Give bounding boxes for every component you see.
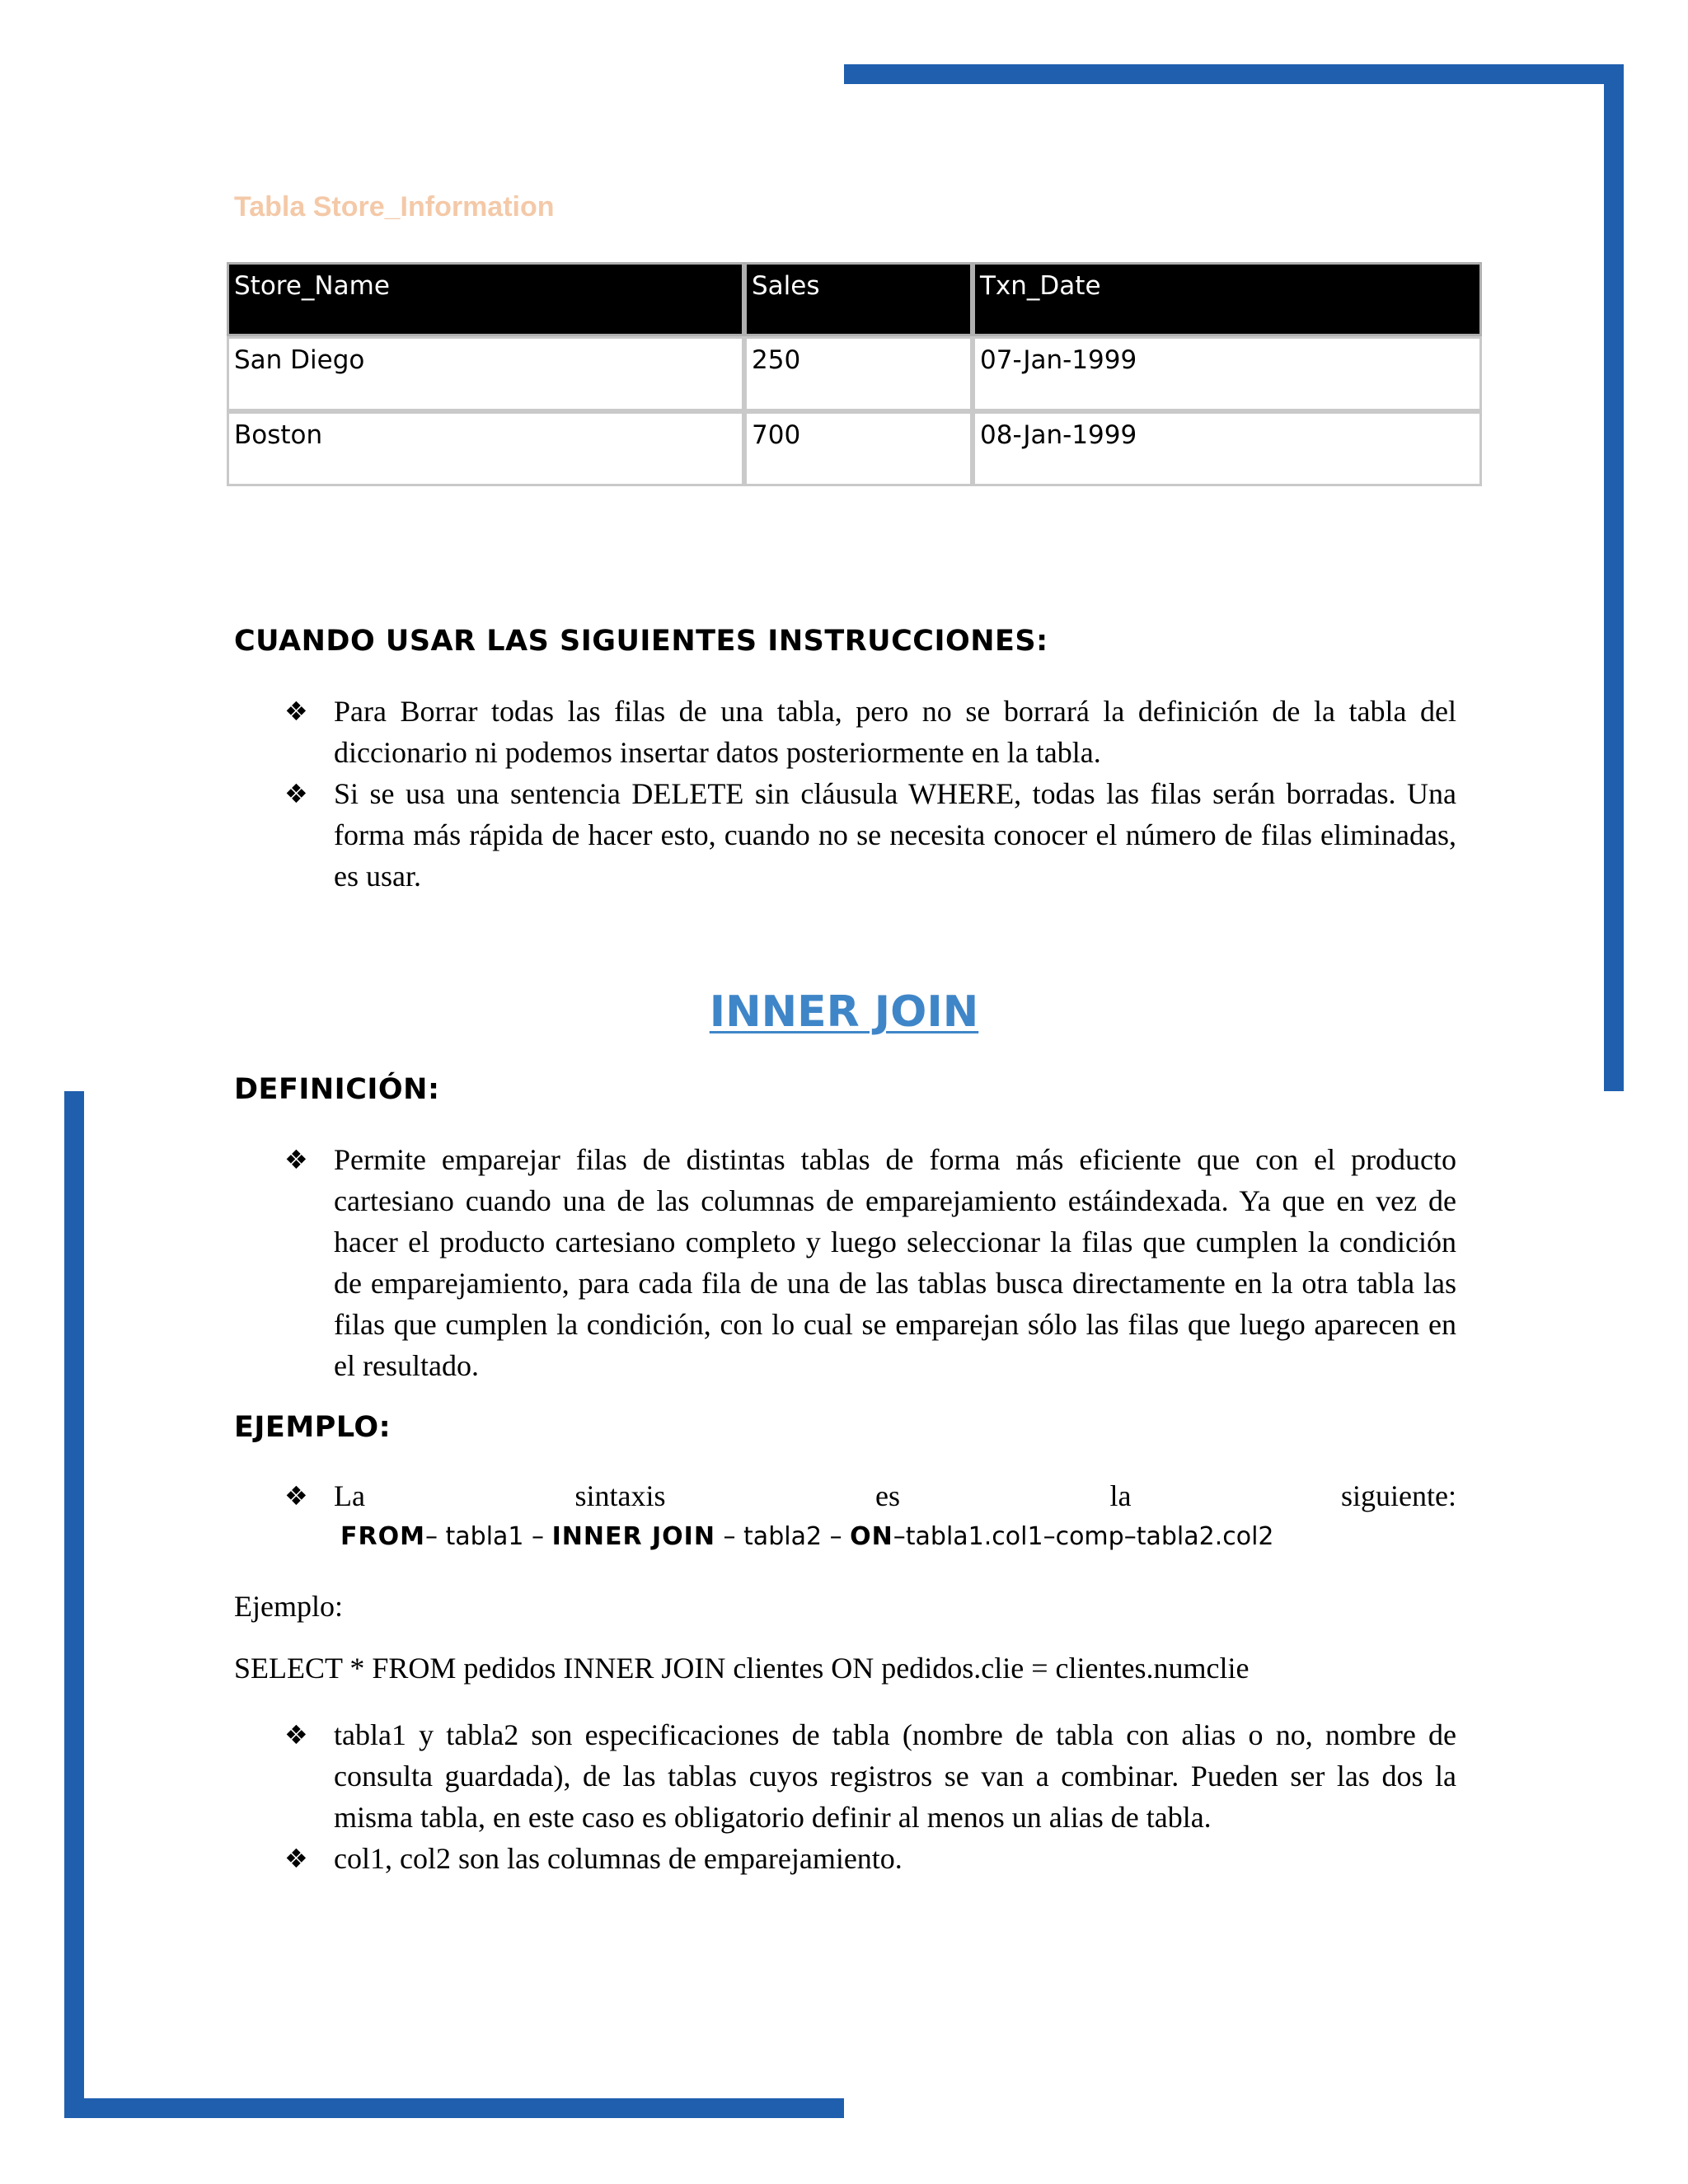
section-heading-instrucciones: CUANDO USAR LAS SIGUIENTES INSTRUCCIONES: <box>234 625 1048 658</box>
list-item-text: tabla1 y tabla2 son especificaciones de tabla (nombre de tabla con alias o no, nombre de consulta guardada), de las tablas cuyos registros se van a combinar. Pueden ser las dos la misma tabla, en este caso es obligatorio definir al menos un alias de tabla. <box>334 1718 1456 1834</box>
bullet-icon: ❖ <box>284 1480 308 1511</box>
table-caption: Tabla Store_Information <box>234 191 555 223</box>
section-heading-definicion: DEFINICIÓN: <box>234 1073 440 1106</box>
example-sql: SELECT * FROM pedidos INNER JOIN clientes ON pedidos.clie = clientes.numclie <box>234 1652 1250 1685</box>
column-header: Sales <box>744 262 973 336</box>
keyword-from: FROM <box>340 1522 425 1551</box>
separator: – <box>1123 1522 1137 1551</box>
page-title: INNER JOIN <box>709 987 979 1037</box>
list-item <box>284 1139 1456 1386</box>
table-cell: 250 <box>744 336 973 411</box>
keyword-inner-join: INNER JOIN <box>551 1522 715 1551</box>
list-item <box>284 1838 1456 1879</box>
syntax-word: siguiente: <box>1340 1479 1456 1512</box>
ejemplo-list <box>284 1714 1456 1879</box>
code-condition-left: tabla1.col1 <box>905 1522 1043 1551</box>
bullet-icon: ❖ <box>284 778 308 809</box>
code-table1: tabla1 <box>445 1522 524 1551</box>
syntax-list <box>284 1475 1456 1558</box>
instrucciones-list <box>284 691 1456 897</box>
section-heading-ejemplo: EJEMPLO: <box>234 1411 392 1444</box>
syntax-code <box>334 1516 1456 1558</box>
column-header: Store_Name <box>227 262 744 336</box>
separator: – <box>829 1522 842 1551</box>
separator: – <box>424 1522 438 1551</box>
example-label: Ejemplo: <box>234 1590 343 1623</box>
separator: – <box>532 1522 545 1551</box>
bullet-icon: ❖ <box>284 1843 308 1874</box>
list-item <box>284 691 1456 773</box>
table-cell: 08-Jan-1999 <box>973 411 1482 486</box>
separator: – <box>893 1522 906 1551</box>
syntax-word: la <box>1109 1479 1132 1512</box>
table-row <box>227 336 1482 411</box>
page-title-wrapper <box>0 987 1688 1037</box>
bullet-icon: ❖ <box>284 1719 308 1750</box>
list-item-text: Para Borrar todas las filas de una tabla, pero no se borrará la definición de la tabla del diccionario ni podemos insertar datos posteriormente en la tabla. <box>334 695 1456 769</box>
bullet-icon: ❖ <box>284 1144 308 1175</box>
list-item-text: col1, col2 son las columnas de emparejamiento. <box>334 1842 903 1875</box>
list-item-text: Si se usa una sentencia DELETE sin cláusula WHERE, todas las filas serán borradas. Una forma más rápida de hacer esto, cuando no se necesita conocer el número de filas eliminadas, es usar. <box>334 777 1456 893</box>
table-cell: San Diego <box>227 336 744 411</box>
keyword-on: ON <box>850 1522 893 1551</box>
table-cell: 700 <box>744 411 973 486</box>
column-header: Txn_Date <box>973 262 1482 336</box>
store-information-table <box>227 262 1482 486</box>
table-header-row <box>227 262 1482 336</box>
list-item-text: Permite emparejar filas de distintas tablas de forma más eficiente que con el producto cartesiano cuando una de las columnas de emparejamiento estáindexada. Ya que en vez de hacer el producto cartesiano completo y luego seleccionar la filas que cumplen la condición de emparejamiento, para cada fila de una de las tablas busca directamente en la otra tabla las filas que cumplen la condición, con lo cual se emparejan sólo las filas que luego aparecen en el resultado. <box>334 1143 1456 1382</box>
syntax-word: La <box>334 1479 365 1512</box>
syntax-word: sintaxis <box>574 1479 666 1512</box>
bullet-icon: ❖ <box>284 696 308 727</box>
separator: – <box>723 1522 736 1551</box>
syntax-word: es <box>874 1479 900 1512</box>
code-comp: comp <box>1055 1522 1124 1551</box>
syntax-sentence <box>334 1475 1456 1516</box>
code-table2: tabla2 <box>743 1522 823 1551</box>
list-item <box>284 773 1456 897</box>
table-cell: 07-Jan-1999 <box>973 336 1482 411</box>
list-item <box>284 1475 1456 1558</box>
list-item <box>284 1714 1456 1838</box>
separator: – <box>1043 1522 1056 1551</box>
table-row <box>227 411 1482 486</box>
table-cell: Boston <box>227 411 744 486</box>
code-condition-right: tabla2.col2 <box>1136 1522 1274 1551</box>
definicion-list <box>284 1139 1456 1386</box>
